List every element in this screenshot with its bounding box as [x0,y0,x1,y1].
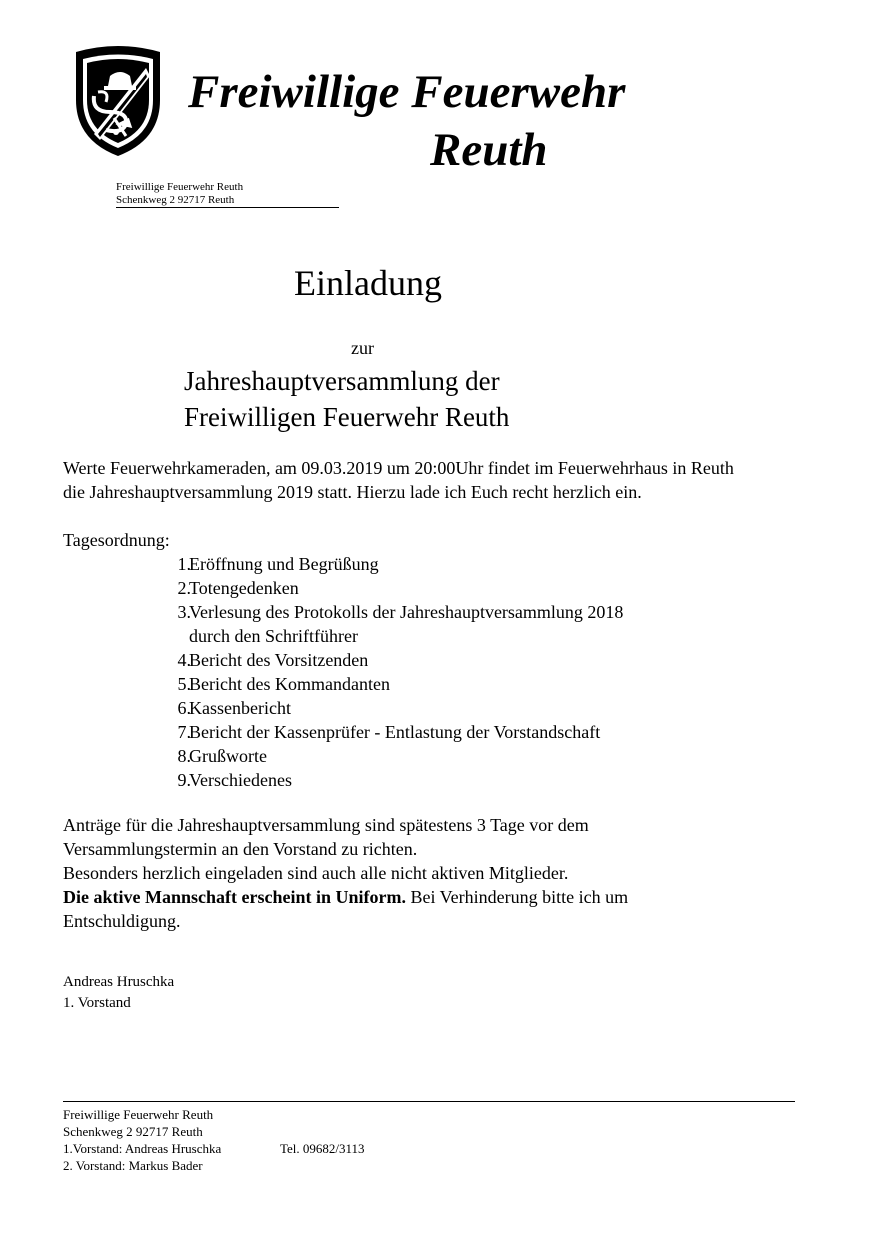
page-title: Einladung [294,263,442,303]
footer-second-chair: 2. Vorstand: Markus Bader [63,1158,203,1173]
sender-divider [116,207,339,208]
agenda-item-text: Totengedenken [189,578,299,598]
intro-line2: die Jahreshauptversammlung 2019 statt. Hierzu lade ich Euch recht herzlich ein. [63,482,642,502]
agenda-item-number: 1. [177,554,191,574]
org-title-line2: Reuth [430,124,548,176]
heading-connector: zur [351,338,374,358]
org-title-line1: Freiwillige Feuerwehr [188,66,626,118]
closing-paragraph [63,813,628,933]
agenda-item-continuation [0,624,881,648]
footer-org-name: Freiwillige Feuerwehr Reuth [63,1107,214,1122]
agenda-item-number: 2. [177,578,191,598]
closing-line3: Besonders herzlich eingeladen sind auch alle nicht aktiven Mitglieder. [63,863,569,883]
agenda-item-text: durch den Schriftführer [189,626,358,646]
footer-phone: Tel. 09682/3113 [280,1141,365,1156]
agenda-item [0,576,881,600]
agenda-item [0,696,881,720]
closing-line1: Anträge für die Jahreshauptversammlung sind spätestens 3 Tage vor dem [63,815,589,835]
sender-name: Freiwillige Feuerwehr Reuth [116,181,244,193]
agenda-label: Tagesordnung: [63,530,170,550]
closing-line4 [63,885,628,909]
agenda-item-number: 4. [177,650,191,670]
agenda-item-text: Verschiedenes [189,770,292,790]
agenda-item-text: Bericht des Vorsitzenden [189,650,369,670]
closing-line5: Entschuldigung. [63,911,181,931]
agenda-item [0,768,881,792]
agenda-item [0,720,881,744]
agenda-item-number: 8. [177,746,191,766]
agenda-item [0,552,881,576]
uniform-notice: Die aktive Mannschaft erscheint in Uniform. [63,887,406,907]
footer-first-chair: 1.Vorstand: Andreas Hruschka [63,1141,222,1156]
agenda-item-text: Verlesung des Protokolls der Jahreshauptversammlung 2018 [189,602,624,622]
agenda-item [0,600,881,624]
agenda-item-number: 6. [177,698,191,718]
agenda-item-text: Kassenbericht [189,698,291,718]
agenda-item [0,744,881,768]
subheading-line1: Jahreshauptversammlung der [184,366,500,396]
footer-address: Schenkweg 2 92717 Reuth [63,1124,203,1139]
closing-line2: Versammlungstermin an den Vorstand zu richten. [63,839,418,859]
closing-line4-rest: Bei Verhinderung bitte ich um [405,887,629,907]
agenda-item [0,672,881,696]
agenda-item-number: 3. [177,602,191,622]
agenda-item-text: Bericht des Kommandanten [189,674,390,694]
footer-divider [63,1101,795,1102]
agenda-item-number: 7. [177,722,191,742]
agenda-item-text: Bericht der Kassenprüfer - Entlastung der Vorstandschaft [189,722,601,742]
agenda-item [0,648,881,672]
sender-address: Schenkweg 2 92717 Reuth [116,194,235,206]
intro-line1: Werte Feuerwehrkameraden, am 09.03.2019 um 20:00Uhr findet im Feuerwehrhaus in Reuth [63,458,734,478]
signature-name: Andreas Hruschka [63,974,175,990]
agenda-item-text: Grußworte [189,746,267,766]
agenda-item-text: Eröffnung und Begrüßung [189,554,379,574]
fire-brigade-crest-icon [70,46,166,158]
agenda-item-number: 9. [177,770,191,790]
signature-role: 1. Vorstand [63,995,131,1011]
subheading-line2: Freiwilligen Feuerwehr Reuth [184,402,510,432]
agenda-item-number: 5. [177,674,191,694]
